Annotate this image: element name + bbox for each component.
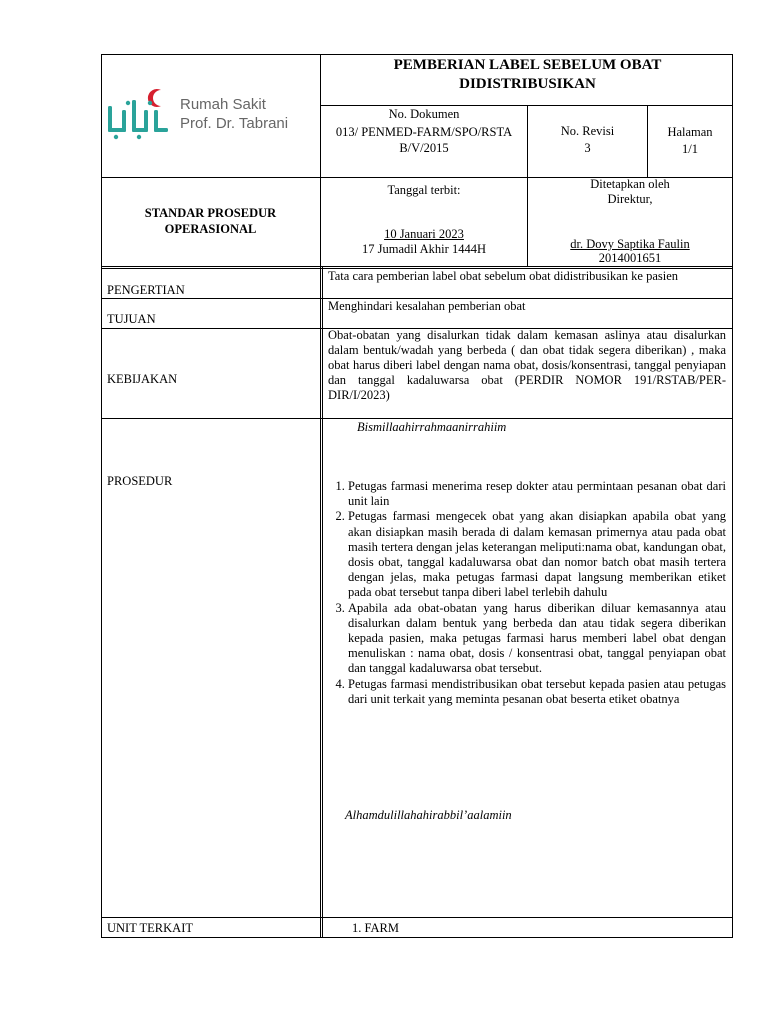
- tujuan-text: Menghindari kesalahan pemberian obat: [328, 299, 526, 313]
- prosedur-label: PROSEDUR: [107, 474, 173, 488]
- issue-date-hijri: 17 Jumadil Akhir 1444H: [362, 242, 486, 256]
- director-id: 2014001651: [598, 251, 662, 265]
- pengertian-label: PENGERTIAN: [107, 283, 185, 297]
- director-name: dr. Dovy Saptika Faulin: [570, 237, 690, 251]
- prosedur-steps: [326, 479, 726, 707]
- prosedur-closing: Alhamdulillahahirabbil’aalamiin: [345, 808, 512, 822]
- procedure-step: 1. Petugas farmasi menerima resep dokter atau permintaan pesanan obat dari unit lain: [348, 479, 726, 509]
- table-border: [101, 937, 733, 938]
- revision-value: 3: [584, 141, 591, 155]
- table-border: [322, 266, 323, 938]
- table-border: [732, 54, 733, 938]
- table-border: [320, 54, 321, 938]
- unit-items: [352, 921, 399, 936]
- revision-label: No. Revisi: [560, 124, 615, 138]
- table-border: [101, 54, 733, 55]
- tujuan-label: TUJUAN: [107, 312, 156, 326]
- procedure-step: 3. Apabila ada obat-obatan yang harus diberikan diluar kemasannya atau disalurkan dalam bentuk yang berbeda dan atau tidak segera diberikan kepada pasien, maka petugas farmasi harus memberi label obat dengan menuliskan : nama obat, dosis / konsentrasi obat, tanggal penyiapan obat dan tanggal kadaluwarsa obat tersebut.: [348, 601, 726, 677]
- table-border: [101, 418, 733, 419]
- kebijakan-text: Obat-obatan yang disalurkan tidak dalam kemasan aslinya atau disalurkan dalam bentuk/wadah yang berbeda ( dan obat tidak segera diberikan) , maka obat harus diberi label dengan nama obat, dosis/konsentrasi, tanggal penyiapan dan tanggal kadaluwarsa obat (PERDIR NOMOR 191/RSTAB/PER-DIR/I/2023): [328, 328, 726, 402]
- page-value: 1/1: [682, 142, 698, 156]
- prosedur-opening: Bismillaahirrahmaanirrahiim: [357, 420, 507, 434]
- unit-item: 1. FARM: [352, 921, 400, 935]
- unit-label: UNIT TERKAIT: [107, 921, 193, 935]
- hospital-logo: [106, 86, 316, 142]
- procedure-list: [326, 479, 726, 707]
- logo-text-line2: Prof. Dr. Tabrani: [180, 115, 289, 132]
- page-label: Halaman: [667, 125, 713, 139]
- table-border: [101, 917, 733, 918]
- table-border: [101, 54, 102, 938]
- logo-text-line1: Rumah Sakit: [180, 96, 266, 113]
- procedure-step: 2. Petugas farmasi mengecek obat yang akan disiapkan apabila obat yang akan disiapkan masih berada di dalam kemasan primernya atau pada obat masih tertera dengan jelas keterangan meliputi:nama obat, kandungan obat, dosis obat, tanggal kadaluwarsa obat dan nomor batch obat masih tertera dengan jelas, maka petugas farmasi dapat langsung memberikan etiket pada obat tersebut tanpa diberi label terlebih dahulu: [348, 509, 726, 600]
- pengertian-text: Tata cara pemberian label obat sebelum obat didistribusikan ke pasien: [328, 269, 679, 283]
- logo-mark-icon: [106, 86, 172, 142]
- document-title: PEMBERIAN LABEL SEBELUM OBAT DIDISTRIBUSIKAN: [393, 57, 662, 92]
- approval-label: Ditetapkan oleh Direktur,: [590, 177, 670, 206]
- sop-label: STANDAR PROSEDUR OPERASIONAL: [144, 206, 277, 236]
- issue-date-label: Tanggal terbit:: [387, 183, 461, 197]
- kebijakan-label: KEBIJAKAN: [107, 372, 178, 386]
- issue-date: 10 Januari 2023: [384, 227, 464, 241]
- table-border: [101, 266, 733, 267]
- unit-list: [352, 921, 399, 936]
- doc-number-label: No. Dokumen: [388, 107, 460, 121]
- doc-number-value: 013/ PENMED-FARM/SPO/RSTA B/V/2015: [335, 125, 513, 155]
- procedure-step: 4. Petugas farmasi mendistribusikan obat tersebut kepada pasien atau petugas dari unit terkait yang meminta pesanan obat beserta etiket obatnya: [348, 677, 726, 707]
